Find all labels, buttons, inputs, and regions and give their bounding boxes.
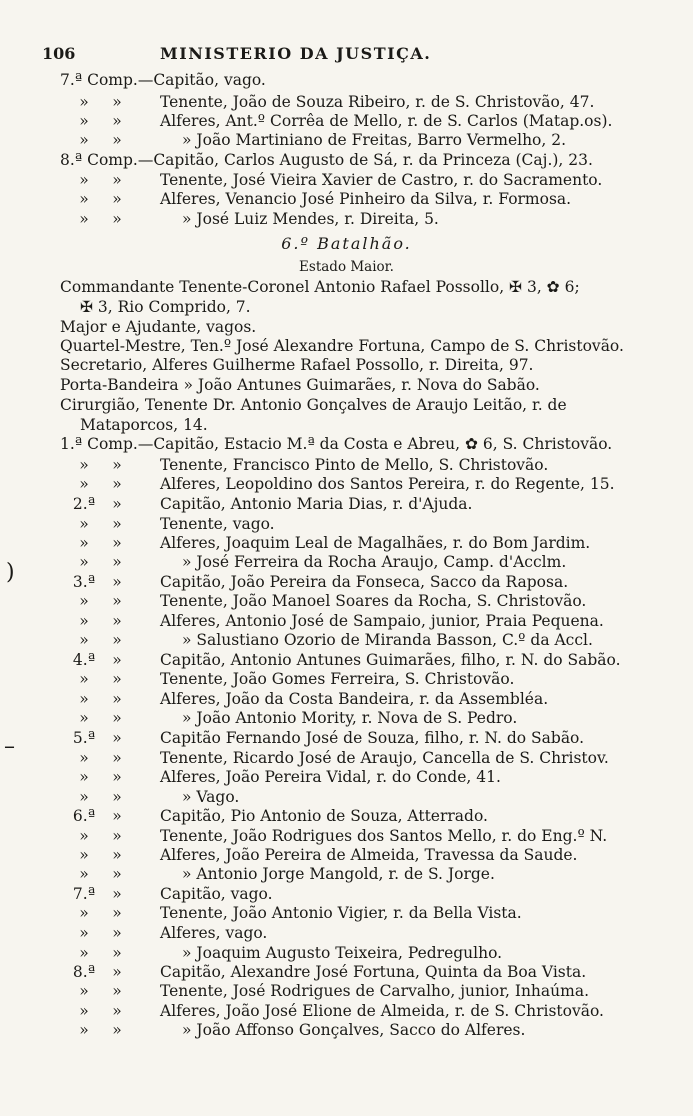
company-col: »	[79, 846, 89, 864]
ditto-col: »	[112, 729, 122, 747]
ditto-col: »	[112, 982, 122, 1000]
estado-maior-heading-line	[0, 257, 693, 279]
roster-line	[0, 591, 693, 613]
officer-entry: Capitão, João Pereira da Fonseca, Sacco da Raposa.	[160, 573, 569, 591]
company-col: »	[79, 456, 89, 474]
officer-entry: Alferes, João da Costa Bandeira, r. da Assembléa.	[160, 690, 549, 708]
ditto-col: »	[112, 534, 122, 552]
running-title: MINISTERIO DA JUSTIÇA.	[160, 44, 432, 63]
ditto-col: »	[112, 190, 122, 208]
roster-text: Cirurgião, Tenente Dr. Antonio Gonçalves de Araujo Leitão, r. de	[60, 396, 567, 414]
company-col: »	[79, 982, 89, 1000]
ditto-col: »	[112, 944, 122, 962]
ditto-col: »	[112, 553, 122, 571]
company-col: »	[79, 1021, 89, 1039]
ditto-col: »	[112, 515, 122, 533]
officer-entry: Capitão, Antonio Maria Dias, r. d'Ajuda.	[160, 495, 473, 513]
battalion-heading-line	[0, 234, 693, 256]
officer-entry: Capitão Fernando José de Souza, filho, r. N. do Sabão.	[160, 729, 585, 747]
company-heading-text: 7.ª Comp.—Capitão, vago.	[60, 71, 266, 89]
ditto-col: »	[112, 670, 122, 688]
roster-line	[0, 669, 693, 691]
ditto-col: »	[112, 592, 122, 610]
roster-line	[0, 981, 693, 1003]
ditto-col: »	[112, 456, 122, 474]
ditto-col: »	[112, 651, 122, 669]
officer-entry: Tenente, João Gomes Ferreira, S. Christovão.	[160, 670, 515, 688]
roster-line	[0, 189, 693, 211]
company-col: »	[79, 131, 89, 149]
officer-entry: Alferes, Antonio José de Sampaio, junior, Praia Pequena.	[160, 612, 604, 630]
officer-entry: Tenente, José Rodrigues de Carvalho, junior, Inhaúma.	[160, 982, 590, 1000]
officer-entry: » José Ferreira da Rocha Araujo, Camp. d'Acclm.	[182, 553, 567, 571]
roster-line	[0, 70, 693, 92]
company-col: »	[79, 865, 89, 883]
ditto-col: »	[112, 93, 122, 111]
battalion-heading: 6.º Batalhão.	[281, 234, 412, 253]
company-col: »	[79, 553, 89, 571]
company-col: »	[79, 904, 89, 922]
officer-entry: Alferes, Joaquim Leal de Magalhães, r. do Bom Jardim.	[160, 534, 591, 552]
roster-text: Mataporcos, 14.	[80, 416, 208, 434]
roster-text: 1.ª Comp.—Capitão, Estacio M.ª da Costa e Abreu, ✿ 6, S. Christovão.	[60, 435, 613, 453]
ditto-col: »	[112, 171, 122, 189]
ditto-col: »	[112, 495, 122, 513]
company-col: »	[79, 827, 89, 845]
margin-dash-mark: –	[4, 734, 15, 759]
ditto-col: »	[112, 709, 122, 727]
officer-entry: Alferes, Ant.º Corrêa de Mello, r. de S. Carlos (Matap.os).	[160, 112, 613, 130]
ditto-col: »	[112, 768, 122, 786]
officer-entry: Tenente, José Vieira Xavier de Castro, r. do Sacramento.	[160, 171, 603, 189]
roster-line	[0, 903, 693, 925]
ditto-col: »	[112, 749, 122, 767]
company-col: »	[79, 93, 89, 111]
ditto-col: »	[112, 885, 122, 903]
company-col: 4.ª	[72, 651, 96, 669]
company-col: »	[79, 112, 89, 130]
ditto-col: »	[112, 112, 122, 130]
roster-line	[0, 728, 693, 750]
officer-entry: » José Luiz Mendes, r. Direita, 5.	[182, 210, 439, 228]
roster-line	[0, 494, 693, 516]
roster-line	[0, 923, 693, 945]
company-col: »	[79, 924, 89, 942]
ditto-col: »	[112, 963, 122, 981]
roster-text: Commandante Tenente-Coronel Antonio Rafael Possollo, ✠ 3, ✿ 6;	[60, 278, 580, 296]
officer-entry: Capitão, Antonio Antunes Guimarães, filho, r. N. do Sabão.	[160, 651, 621, 669]
ditto-col: »	[112, 690, 122, 708]
company-col: »	[79, 788, 89, 806]
officer-entry: » João Martiniano de Freitas, Barro Vermelho, 2.	[182, 131, 567, 149]
roster-line	[0, 1020, 693, 1042]
company-col: »	[79, 612, 89, 630]
officer-entry: » Salustiano Ozorio de Miranda Basson, C.º da Accl.	[182, 631, 593, 649]
ditto-col: »	[112, 612, 122, 630]
roster-text: Quartel-Mestre, Ten.º José Alexandre Fortuna, Campo de S. Christovão.	[60, 337, 624, 355]
estado-maior-heading: Estado Maior.	[299, 259, 394, 275]
officer-entry: Tenente, Francisco Pinto de Mello, S. Christovão.	[160, 456, 549, 474]
roster-text: Major e Ajudante, vagos.	[60, 318, 257, 336]
officer-entry: » Antonio Jorge Mangold, r. de S. Jorge.	[182, 865, 495, 883]
officer-entry: Alferes, João José Elione de Almeida, r. de S. Christovão.	[160, 1002, 604, 1020]
roster-text: Secretario, Alferes Guilherme Rafael Possollo, r. Direita, 97.	[60, 356, 534, 374]
roster-line	[0, 806, 693, 828]
ditto-col: »	[112, 1002, 122, 1020]
roster-line	[0, 150, 693, 172]
running-header	[42, 44, 652, 68]
company-col: 6.ª	[72, 807, 96, 825]
roster-line	[0, 708, 693, 730]
officer-entry: » João Antonio Mority, r. Nova de S. Pedro.	[182, 709, 518, 727]
roster-line	[0, 297, 693, 319]
company-col: »	[79, 515, 89, 533]
company-col: »	[79, 944, 89, 962]
ditto-col: »	[112, 904, 122, 922]
company-col: »	[79, 171, 89, 189]
officer-entry: Tenente, João Antonio Vigier, r. da Bella Vista.	[160, 904, 522, 922]
officer-entry: Tenente, João Rodrigues dos Santos Mello, r. do Eng.º N.	[160, 827, 608, 845]
company-col: »	[79, 592, 89, 610]
ditto-col: »	[112, 827, 122, 845]
roster-line	[0, 355, 693, 377]
roster-line	[0, 552, 693, 574]
officer-entry: » João Affonso Gonçalves, Sacco do Alferes.	[182, 1021, 526, 1039]
officer-entry: Tenente, João Manoel Soares da Rocha, S. Christovão.	[160, 592, 587, 610]
ditto-col: »	[112, 1021, 122, 1039]
company-col: »	[79, 749, 89, 767]
page-number: 106	[42, 44, 76, 63]
ditto-col: »	[112, 788, 122, 806]
company-col: 7.ª	[72, 885, 96, 903]
company-heading-text: 8.ª Comp.—Capitão, Carlos Augusto de Sá, r. da Princeza (Caj.), 23.	[60, 151, 593, 169]
ditto-col: »	[112, 924, 122, 942]
officer-entry: » Vago.	[182, 788, 240, 806]
officer-entry: Capitão, Alexandre José Fortuna, Quinta da Boa Vista.	[160, 963, 587, 981]
roster-line	[0, 630, 693, 652]
roster-text: Porta-Bandeira » João Antunes Guimarães, r. Nova do Sabão.	[60, 376, 540, 394]
roster-line	[0, 375, 693, 397]
officer-entry: Capitão, vago.	[160, 885, 273, 903]
company-col: »	[79, 475, 89, 493]
company-col: »	[79, 690, 89, 708]
officer-entry: Tenente, vago.	[160, 515, 275, 533]
roster-line	[0, 474, 693, 496]
officer-entry: Tenente, Ricardo José de Araujo, Cancella de S. Christov.	[160, 749, 609, 767]
company-col: 3.ª	[72, 573, 96, 591]
company-col: 5.ª	[72, 729, 96, 747]
officer-entry: Alferes, João Pereira de Almeida, Travessa da Saude.	[160, 846, 578, 864]
ditto-col: »	[112, 631, 122, 649]
company-col: »	[79, 709, 89, 727]
ditto-col: »	[112, 573, 122, 591]
company-col: »	[79, 190, 89, 208]
ditto-col: »	[112, 865, 122, 883]
ditto-col: »	[112, 846, 122, 864]
ditto-col: »	[112, 131, 122, 149]
margin-bracket-mark: )	[6, 560, 15, 585]
company-col: 2.ª	[72, 495, 96, 513]
ditto-col: »	[112, 210, 122, 228]
company-col: »	[79, 768, 89, 786]
roster-line	[0, 277, 693, 299]
company-col: »	[79, 1002, 89, 1020]
roster-line	[0, 209, 693, 231]
ditto-col: »	[112, 475, 122, 493]
company-col: »	[79, 631, 89, 649]
company-col: »	[79, 210, 89, 228]
officer-entry: Alferes, Venancio José Pinheiro da Silva, r. Formosa.	[160, 190, 572, 208]
roster-text: ✠ 3, Rio Comprido, 7.	[80, 298, 251, 316]
officer-entry: Alferes, João Pereira Vidal, r. do Conde, 41.	[160, 768, 501, 786]
roster-line	[0, 434, 693, 456]
roster-line	[0, 130, 693, 152]
officer-entry: Alferes, Leopoldino dos Santos Pereira, r. do Regente, 15.	[160, 475, 615, 493]
company-col: »	[79, 670, 89, 688]
officer-entry: » Joaquim Augusto Teixeira, Pedregulho.	[182, 944, 503, 962]
roster-line	[0, 864, 693, 886]
roster-line	[0, 767, 693, 789]
officer-entry: Alferes, vago.	[160, 924, 268, 942]
ditto-col: »	[112, 807, 122, 825]
company-col: »	[79, 534, 89, 552]
company-col: 8.ª	[72, 963, 96, 981]
officer-entry: Tenente, João de Souza Ribeiro, r. de S. Christovão, 47.	[160, 93, 595, 111]
roster-line	[0, 395, 693, 417]
officer-entry: Capitão, Pio Antonio de Souza, Atterrado.	[160, 807, 488, 825]
